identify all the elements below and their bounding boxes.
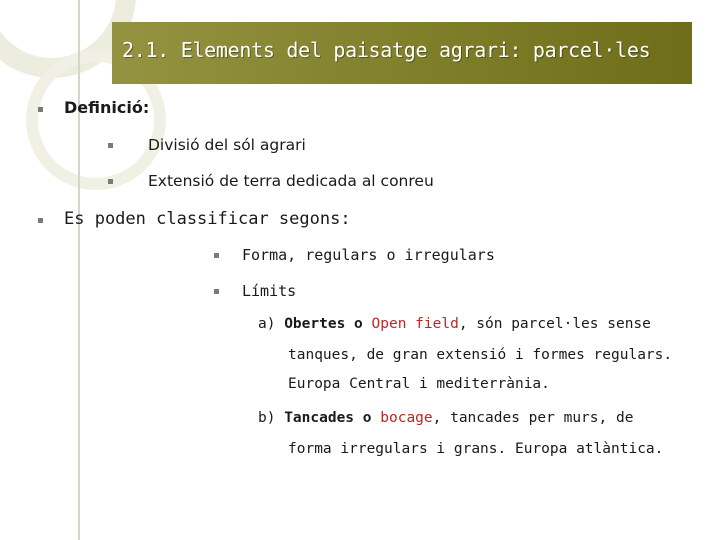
definicio-label: Definició: <box>64 98 150 117</box>
classificar-label: Es poden classificar segons: <box>64 209 351 229</box>
obertes-line-2: tanques, de gran extensió i formes regulars. <box>288 347 673 363</box>
classificar-item-1: Forma, regulars o irregulars <box>242 246 495 264</box>
obertes-line-1 <box>258 316 651 332</box>
bullet-icon <box>214 289 219 294</box>
bullet-icon <box>214 253 219 258</box>
bullet-icon <box>38 218 43 223</box>
bullet-icon <box>108 179 113 184</box>
tancades-line-1 <box>258 410 633 426</box>
title-bar <box>112 22 692 84</box>
vertical-rule <box>78 0 80 540</box>
obertes-term-en: Open field <box>371 316 459 332</box>
obertes-rest-1: , són parcel·les sense <box>458 316 651 332</box>
definicio-item-1: Divisió del sól agrari <box>148 136 306 154</box>
tancades-line-2: forma irregulars i grans. Europa atlàntica. <box>288 441 664 457</box>
classificar-item-2: Límits <box>242 282 297 300</box>
tancades-connector: o <box>354 410 381 426</box>
tancades-term: Tancades <box>284 410 355 426</box>
tancades-term-en: bocage <box>380 410 433 426</box>
bullet-icon <box>38 107 43 112</box>
slide-title: 2.1. Elements del paisatge agrari: parcel·les <box>122 38 651 62</box>
obertes-prefix: a) <box>258 316 285 332</box>
tancades-rest-1: , tancades per murs, de <box>432 410 634 426</box>
tancades-prefix: b) <box>258 410 285 426</box>
obertes-connector: o <box>345 316 372 332</box>
obertes-line-3: Europa Central i mediterrània. <box>288 376 550 392</box>
obertes-term: Obertes <box>284 316 346 332</box>
bullet-icon <box>108 143 113 148</box>
definicio-item-2: Extensió de terra dedicada al conreu <box>148 172 434 190</box>
